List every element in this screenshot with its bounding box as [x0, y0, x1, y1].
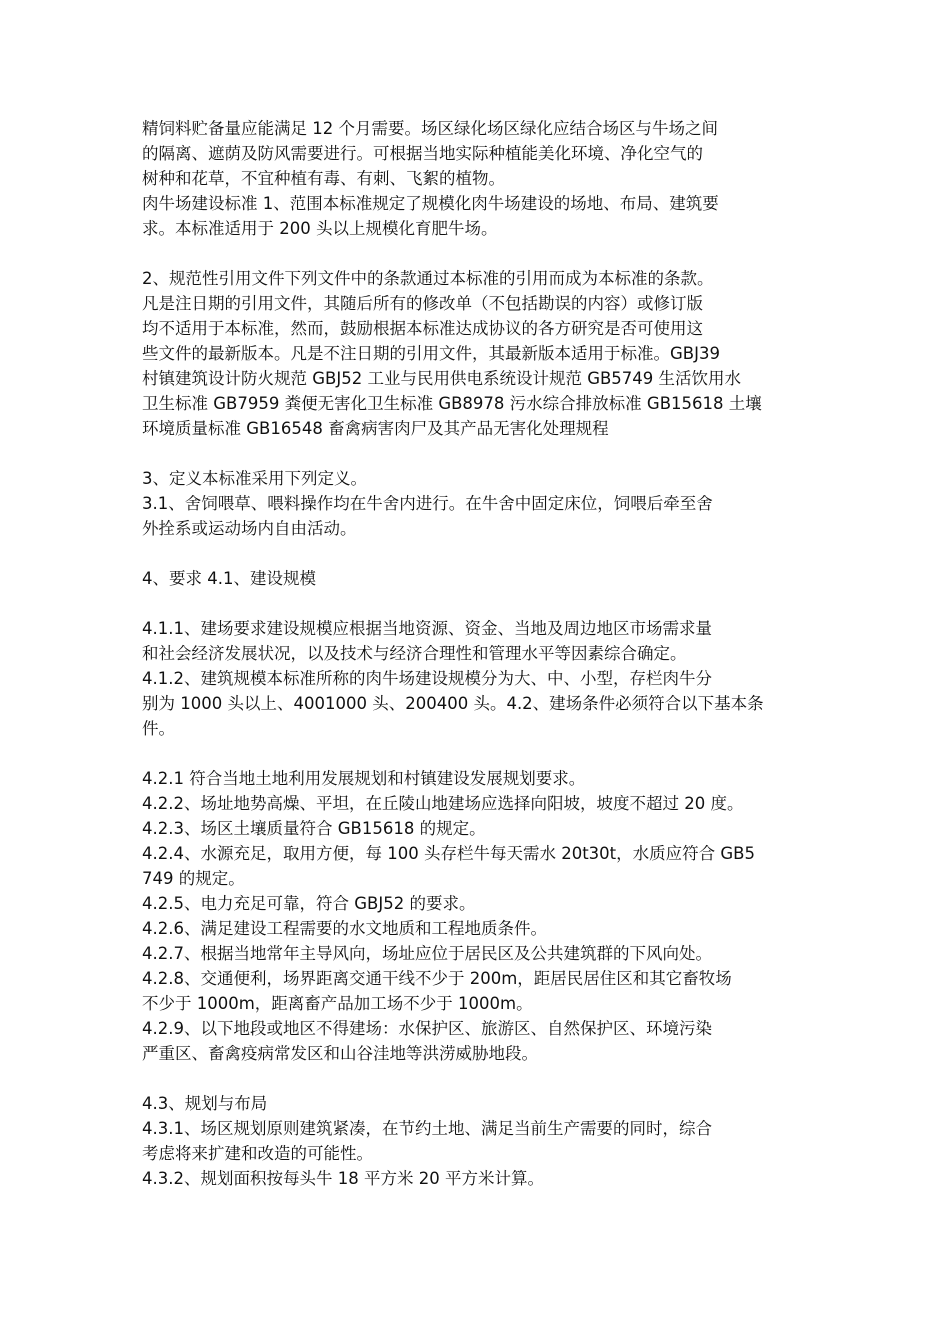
text-line: 求。本标准适用于 200 头以上规模化育肥牛场。: [142, 219, 498, 238]
text-line: 严重区、畜禽疫病常发区和山谷洼地等洪涝威胁地段。: [142, 1044, 538, 1063]
text-line: 3、定义本标准采用下列定义。: [142, 469, 367, 488]
text-line: 4.2.6、满足建设工程需要的水文地质和工程地质条件。: [142, 919, 547, 938]
text-line: 考虑将来扩建和改造的可能性。: [142, 1144, 373, 1163]
text-line: 和社会经济发展状况，以及技术与经济合理性和管理水平等因素综合确定。: [142, 644, 687, 663]
text-line: 村镇建筑设计防火规范 GBJ52 工业与民用供电系统设计规范 GB5749 生活饮用水: [142, 369, 742, 388]
text-line: 均不适用于本标准，然而，鼓励根据本标准达成协议的各方研究是否可使用这: [142, 319, 703, 338]
section-heading: 4.3、规划与布局: [142, 1094, 268, 1113]
text-line: 别为 1000 头以上、4001000 头、200400 头。4.2、建场条件必须符合以下基本条: [142, 694, 764, 713]
text-line: 不少于 1000m，距离畜产品加工场不少于 1000m。: [142, 994, 533, 1013]
text-line: 件。: [142, 719, 175, 738]
text-line: 2、规范性引用文件下列文件中的条款通过本标准的引用而成为本标准的条款。: [142, 269, 714, 288]
blank-line: [142, 1066, 814, 1091]
text-line: 749 的规定。: [142, 869, 245, 888]
text-line: 4.3.2、规划面积按每头牛 18 平方米 20 平方米计算。: [142, 1169, 544, 1188]
text-line: 4.2.1 符合当地土地利用发展规划和村镇建设发展规划要求。: [142, 769, 586, 788]
blank-line: [142, 541, 814, 566]
document-body: [142, 116, 814, 1191]
blank-line: [142, 241, 814, 266]
text-line: 树种和花草，不宜种植有毒、有刺、飞絮的植物。: [142, 169, 505, 188]
text-line: 精饲料贮备量应能满足 12 个月需要。场区绿化场区绿化应结合场区与牛场之间: [142, 119, 718, 138]
text-line: 4.1.2、建筑规模本标准所称的肉牛场建设规模分为大、中、小型，存栏肉牛分: [142, 669, 712, 688]
section-heading: 4、要求 4.1、建设规模: [142, 569, 316, 588]
blank-line: [142, 741, 814, 766]
text-line: 卫生标准 GB7959 粪便无害化卫生标准 GB8978 污水综合排放标准 GB15618 土壤: [142, 394, 762, 413]
text-line: 4.2.2、场址地势高燥、平坦，在丘陵山地建场应选择向阳坡，坡度不超过 20 度。: [142, 794, 744, 813]
text-line: 凡是注日期的引用文件，其随后所有的修改单（不包括勘误的内容）或修订版: [142, 294, 703, 313]
text-line: 4.2.9、以下地段或地区不得建场：水保护区、旅游区、自然保护区、环境污染: [142, 1019, 712, 1038]
text-line: 外拴系或运动场内自由活动。: [142, 519, 357, 538]
text-line: 4.2.5、电力充足可靠，符合 GBJ52 的要求。: [142, 894, 476, 913]
text-line: 肉牛场建设标准 1、范围本标准规定了规模化肉牛场建设的场地、布局、建筑要: [142, 194, 719, 213]
text-line: 4.2.8、交通便利，场界距离交通干线不少于 200m，距居民居住区和其它畜牧场: [142, 969, 732, 988]
text-line: 4.1.1、建场要求建设规模应根据当地资源、资金、当地及周边地区市场需求量: [142, 619, 712, 638]
text-line: 3.1、舍饲喂草、喂料操作均在牛舍内进行。在牛舍中固定床位，饲喂后牵至舍: [142, 494, 713, 513]
text-line: 4.2.3、场区土壤质量符合 GB15618 的规定。: [142, 819, 486, 838]
blank-line: [142, 441, 814, 466]
text-line: 些文件的最新版本。凡是不注日期的引用文件，其最新版本适用于标准。GBJ39: [142, 344, 720, 363]
text-line: 4.2.4、水源充足，取用方便，每 100 头存栏牛每天需水 20t30t，水质应符合 GB5: [142, 844, 755, 863]
text-line: 环境质量标准 GB16548 畜禽病害肉尸及其产品无害化处理规程: [142, 419, 609, 438]
text-line: 4.2.7、根据当地常年主导风向，场址应位于居民区及公共建筑群的下风向处。: [142, 944, 712, 963]
text-line: 的隔离、遮荫及防风需要进行。可根据当地实际种植能美化环境、净化空气的: [142, 144, 703, 163]
blank-line: [142, 591, 814, 616]
text-line: 4.3.1、场区规划原则建筑紧凑，在节约土地、满足当前生产需要的同时，综合: [142, 1119, 712, 1138]
